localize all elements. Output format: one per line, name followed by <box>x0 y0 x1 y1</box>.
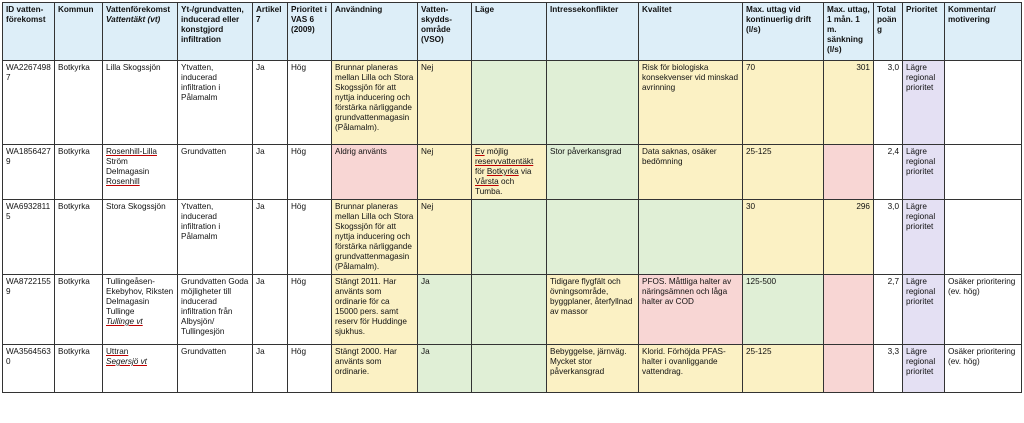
header-vso: Vatten-skydds-område (VSO) <box>418 3 472 61</box>
cell-intressekonflikter: Stor påverkansgrad <box>547 145 639 200</box>
cell-prioritet: Lägre regional prioritet <box>903 61 945 145</box>
cell-kommentar <box>945 200 1022 275</box>
cell-anvandning: Brunnar planeras mellan Lilla och Stora Skogssjön för att nyttja inducering och förstärka närliggande grundvattenmagasin (Pålamalm). <box>332 61 418 145</box>
cell-typ: Ytvatten, inducerad infiltration i Pålamalm <box>178 200 253 275</box>
cell-lage <box>472 61 547 145</box>
header-anvandning: Användning <box>332 3 418 61</box>
cell-vso: Nej <box>418 200 472 275</box>
cell-anvandning: Aldrig använts <box>332 145 418 200</box>
lage-part: reservvattentäkt <box>475 157 534 166</box>
header-row <box>3 3 1022 61</box>
cell-max-uttag-1man <box>824 275 874 345</box>
cell-artikel: Ja <box>253 345 288 393</box>
cell-prioritet: Lägre regional prioritet <box>903 345 945 393</box>
header-vattenforekomst-label: Vattenförekomst <box>106 5 171 14</box>
header-vattenforekomst <box>103 3 178 61</box>
lage-part: och Tumba. <box>475 177 515 196</box>
cell-artikel: Ja <box>253 145 288 200</box>
cell-total: 2,7 <box>874 275 903 345</box>
cell-intressekonflikter: Tidigare flygfält och övningsområde, byggplaner, återfyllnad av massor <box>547 275 639 345</box>
cell-name-line: Tullinge <box>106 307 135 316</box>
table-row <box>3 275 1022 345</box>
cell-max-uttag-1man: 296 <box>824 200 874 275</box>
cell-prioritet-vas: Hög <box>288 275 332 345</box>
cell-intressekonflikter <box>547 61 639 145</box>
header-intressekonflikter: Intressekonflikter <box>547 3 639 61</box>
cell-kommentar: Osäker prioritering (ev. hög) <box>945 275 1022 345</box>
cell-intressekonflikter: Bebyggelse, järnväg. Mycket stor påverkansgrad <box>547 345 639 393</box>
cell-id: WA87221559 <box>3 275 55 345</box>
cell-anvandning: Brunnar planeras mellan Lilla och Stora Skogssjön för att nyttja inducering och förstärka närliggande grundvattenmagasin (Pålamalm). <box>332 200 418 275</box>
cell-name-line: Segersjö vt <box>106 357 147 366</box>
cell-prioritet-vas: Hög <box>288 345 332 393</box>
cell-total: 3,3 <box>874 345 903 393</box>
cell-id: WA69328115 <box>3 200 55 275</box>
cell-max-uttag-1man <box>824 145 874 200</box>
cell-lage <box>472 145 547 200</box>
cell-total: 3,0 <box>874 200 903 275</box>
cell-lage <box>472 345 547 393</box>
cell-kvalitet: Data saknas, osäker bedömning <box>639 145 743 200</box>
cell-kommun: Botkyrka <box>55 345 103 393</box>
cell-total: 2,4 <box>874 145 903 200</box>
cell-name-line: Lilla Skogssjön <box>106 63 161 72</box>
header-id: ID vatten-förekomst <box>3 3 55 61</box>
cell-name-line: Rosenhill <box>106 177 140 186</box>
cell-name-line: Ström <box>106 157 128 166</box>
cell-kommentar <box>945 61 1022 145</box>
cell-vattenforekomst <box>103 200 178 275</box>
cell-vattenforekomst <box>103 275 178 345</box>
cell-name-line: Rosenhill-Lilla <box>106 147 157 156</box>
header-max-uttag-1man: Max. uttag, 1 mån. 1 m. sänkning (l/s) <box>824 3 874 61</box>
cell-name-line: Tullinge vt <box>106 317 143 326</box>
cell-prioritet: Lägre regional prioritet <box>903 200 945 275</box>
cell-lage <box>472 275 547 345</box>
cell-lage <box>472 200 547 275</box>
header-total: Total poäng <box>874 3 903 61</box>
cell-prioritet: Lägre regional prioritet <box>903 145 945 200</box>
cell-vattenforekomst <box>103 61 178 145</box>
lage-part: via <box>518 167 532 176</box>
cell-kommentar <box>945 145 1022 200</box>
lage-part: möjlig <box>484 147 509 156</box>
cell-name-line: Tullingeåsen-Ekebyhov, Riksten <box>106 277 174 296</box>
cell-max-uttag: 25-125 <box>743 345 824 393</box>
cell-kommun: Botkyrka <box>55 200 103 275</box>
cell-kvalitet: Risk för biologiska konsekvenser vid minskad avrinning <box>639 61 743 145</box>
table-row <box>3 345 1022 393</box>
lage-part: Ev <box>475 147 485 156</box>
cell-max-uttag: 70 <box>743 61 824 145</box>
cell-prioritet: Lägre regional prioritet <box>903 275 945 345</box>
lage-part: Vårsta <box>475 177 499 186</box>
cell-name-line: Delmagasin <box>106 297 150 306</box>
cell-intressekonflikter <box>547 200 639 275</box>
header-kvalitet: Kvalitet <box>639 3 743 61</box>
cell-max-uttag: 30 <box>743 200 824 275</box>
header-kommun: Kommun <box>55 3 103 61</box>
header-prioritet-vas: Prioritet i VAS 6 (2009) <box>288 3 332 61</box>
cell-anvandning: Stängt 2011. Har använts som ordinarie för ca 15000 pers. samt reserv för Huddinge sjukhus. <box>332 275 418 345</box>
cell-id: WA35645630 <box>3 345 55 393</box>
header-vattentakt-label: Vattentäkt (vt) <box>106 15 161 24</box>
table-row <box>3 145 1022 200</box>
cell-anvandning: Stängt 2000. Har använts som ordinarie. <box>332 345 418 393</box>
table-row <box>3 61 1022 145</box>
cell-kommun: Botkyrka <box>55 61 103 145</box>
cell-max-uttag: 125-500 <box>743 275 824 345</box>
cell-vso: Ja <box>418 275 472 345</box>
cell-kommun: Botkyrka <box>55 275 103 345</box>
header-max-uttag: Max. uttag vid kontinuerlig drift (l/s) <box>743 3 824 61</box>
cell-max-uttag-1man <box>824 345 874 393</box>
cell-vattenforekomst <box>103 345 178 393</box>
cell-total: 3,0 <box>874 61 903 145</box>
header-prioritet: Prioritet <box>903 3 945 61</box>
cell-typ: Grundvatten Goda möjligheter till inducerad infiltration från Albysjön/ Tullingesjön <box>178 275 253 345</box>
cell-name-line: Delmagasin <box>106 167 150 176</box>
cell-id: WA18564279 <box>3 145 55 200</box>
cell-typ: Grundvatten <box>178 145 253 200</box>
cell-name-line: Stora Skogssjön <box>106 202 166 211</box>
cell-artikel: Ja <box>253 275 288 345</box>
lage-part: för <box>475 167 487 176</box>
header-kommentar: Kommentar/ motivering <box>945 3 1022 61</box>
cell-id: WA22674987 <box>3 61 55 145</box>
cell-kommun: Botkyrka <box>55 145 103 200</box>
cell-max-uttag: 25-125 <box>743 145 824 200</box>
cell-prioritet-vas: Hög <box>288 200 332 275</box>
cell-vso: Nej <box>418 145 472 200</box>
cell-name-line: Uttran <box>106 347 129 356</box>
cell-kvalitet: PFOS. Måttliga halter av näringsämnen och låga halter av COD <box>639 275 743 345</box>
cell-artikel: Ja <box>253 200 288 275</box>
header-artikel: Artikel 7 <box>253 3 288 61</box>
cell-kvalitet <box>639 200 743 275</box>
cell-artikel: Ja <box>253 61 288 145</box>
cell-vattenforekomst <box>103 145 178 200</box>
water-source-table <box>2 2 1022 393</box>
cell-vso: Nej <box>418 61 472 145</box>
lage-part: Botkyrka <box>486 167 519 176</box>
cell-typ: Ytvatten, inducerad infiltration i Pålamalm <box>178 61 253 145</box>
cell-kommentar: Osäker prioritering (ev. hög) <box>945 345 1022 393</box>
table-row <box>3 200 1022 275</box>
cell-kvalitet: Klorid. Förhöjda PFAS-halter i ovanliggande vattendrag. <box>639 345 743 393</box>
cell-max-uttag-1man: 301 <box>824 61 874 145</box>
header-lage: Läge <box>472 3 547 61</box>
cell-vso: Ja <box>418 345 472 393</box>
cell-typ: Grundvatten <box>178 345 253 393</box>
cell-prioritet-vas: Hög <box>288 145 332 200</box>
header-typ: Yt-/grundvatten, inducerad eller konstgjord infiltration <box>178 3 253 61</box>
cell-prioritet-vas: Hög <box>288 61 332 145</box>
